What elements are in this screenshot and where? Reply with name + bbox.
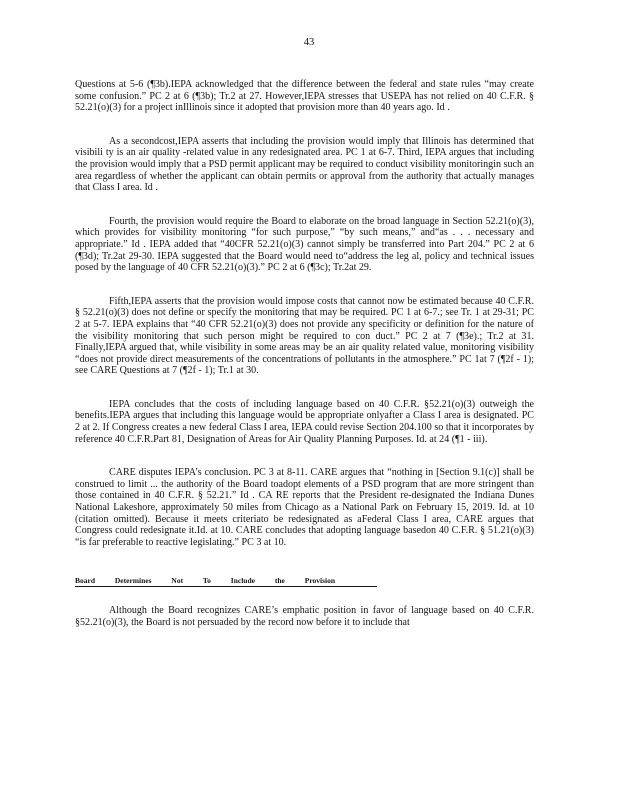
heading-word: the bbox=[274, 576, 285, 586]
paragraph-1: Questions at 5-6 (¶3b).IEPA acknowledged that the difference between the federal and state rules “may create some confusion.” PC 2 at 6 (¶3b); Tr.2 at 27. However,IEPA stresses that USEPA has not relied on 40 C.F.R. § 52.21(o)(3) for a project inIllinois since it adopted that provision more than 40 years ago. Id . bbox=[75, 79, 534, 114]
paragraph-6: CARE disputes IEPA’s conclusion. PC 3 at 8-11. CARE argues that “nothing in [Section 9.1(c)] shall be construed to limit ... the authority of the Board toadopt elements of a PSD program that are more stringent than those contained in 40 C.F.R. § 52.21.” Id . CA RE reports that the President re-designated the Indiana Dunes National Lakeshore, approximately 50 miles from Chicago as a National Park on February 15, 2019. Id. at 10 (citation omitted). Because it meets criteriato be redesignated as aFederal Class I area, CARE argues that Congress could redesignate it.Id. at 10. CARE concludes that adopting language basedon 40 C.F.R. § 51.21(o)(3) “is far preferable to reactive legislating.” PC 3 at 10. bbox=[75, 467, 534, 548]
paragraph-3: Fourth, the provision would require the Board to elaborate on the broad language in Section 52.21(o)(3), which provides for visibility monitoring “for such purpose,” “by such means,” and“as . . . necessary and appropriate.” Id . IEPA added that “40CFR 52.21(o)(3) cannot simply be transferred into Part 204.” PC 2 at 6 (¶3d); Tr.2at 29-30. IEPA suggested that the Board would need to“address the leg al, policy and technical issues posed by the language of 40 CFR 52.21(o)(3).” PC 2 at 6 (¶3c); Tr.2at 29. bbox=[75, 215, 534, 274]
page-number: 43 bbox=[303, 37, 315, 48]
heading-word: Provision bbox=[304, 576, 336, 586]
section-heading bbox=[75, 575, 377, 587]
heading-word: Board bbox=[75, 576, 96, 586]
heading-word: To bbox=[202, 576, 211, 586]
heading-word: Not bbox=[171, 576, 184, 586]
heading-word: Determines bbox=[114, 576, 152, 586]
paragraph-2: As a secondcost,IEPA asserts that including the provision would imply that Illinois has determined that visibili ty is an air quality -related value in any redesignated area. PC 1 at 6-7. Third, IEPA argues that including the provision would imply that a PSD permit applicant may be required to conduct visibility monitoringin such an area regardless of whether the applicant can obtain permits or approval from the authority that actually manages that Class I area. Id . bbox=[75, 135, 534, 194]
body-text bbox=[75, 79, 534, 629]
heading-word: Include bbox=[230, 576, 255, 586]
paragraph-4: Fifth,IEPA asserts that the provision would impose costs that cannot now be estimated because 40 C.F.R. § 52.21(o)(3) does not define or specify the monitoring that may be required. PC 1 at 6-7.; see Tr. 1 at 29-31; PC 2 at 5-7. IEPA explains that “40 CFR 52.21(o)(3) does not provide any specificity or definition for the nature of the visibility monitoring that such person might be required to con duct.” PC 2 at 7 (¶3e).; Tr.2 at 31. Finally,IEPA argued that, while visibility in some areas may be an air quality related value, monitoring visibility “does not provide direct measurements of the concentrations of pollutants in the atmosphere.” PC 1at 7 (¶2f - 1); see CARE Questions at 7 (¶2f - 1); Tr.1 at 30. bbox=[75, 295, 534, 377]
paragraph-5: IEPA concludes that the costs of including language based on 40 C.F.R. §52.21(o)(3) outweigh the benefits.IEPA argues that including this language would be appropriate onlyafter a Class I area is designated. PC 2 at 2. If Congress creates a new federal Class I area, IEPA could revise Section 204.100 so that it incorporates by reference 40 C.F.R.Part 81, Designation of Areas for Air Quality Planning Purposes. Id. at 24 (¶1 - iii). bbox=[75, 398, 534, 445]
paragraph-7: Although the Board recognizes CARE’s emphatic position in favor of language based on 40 C.F.R. §52.21(o)(3), the Board is not persuaded by the record now before it to include that bbox=[75, 605, 534, 628]
